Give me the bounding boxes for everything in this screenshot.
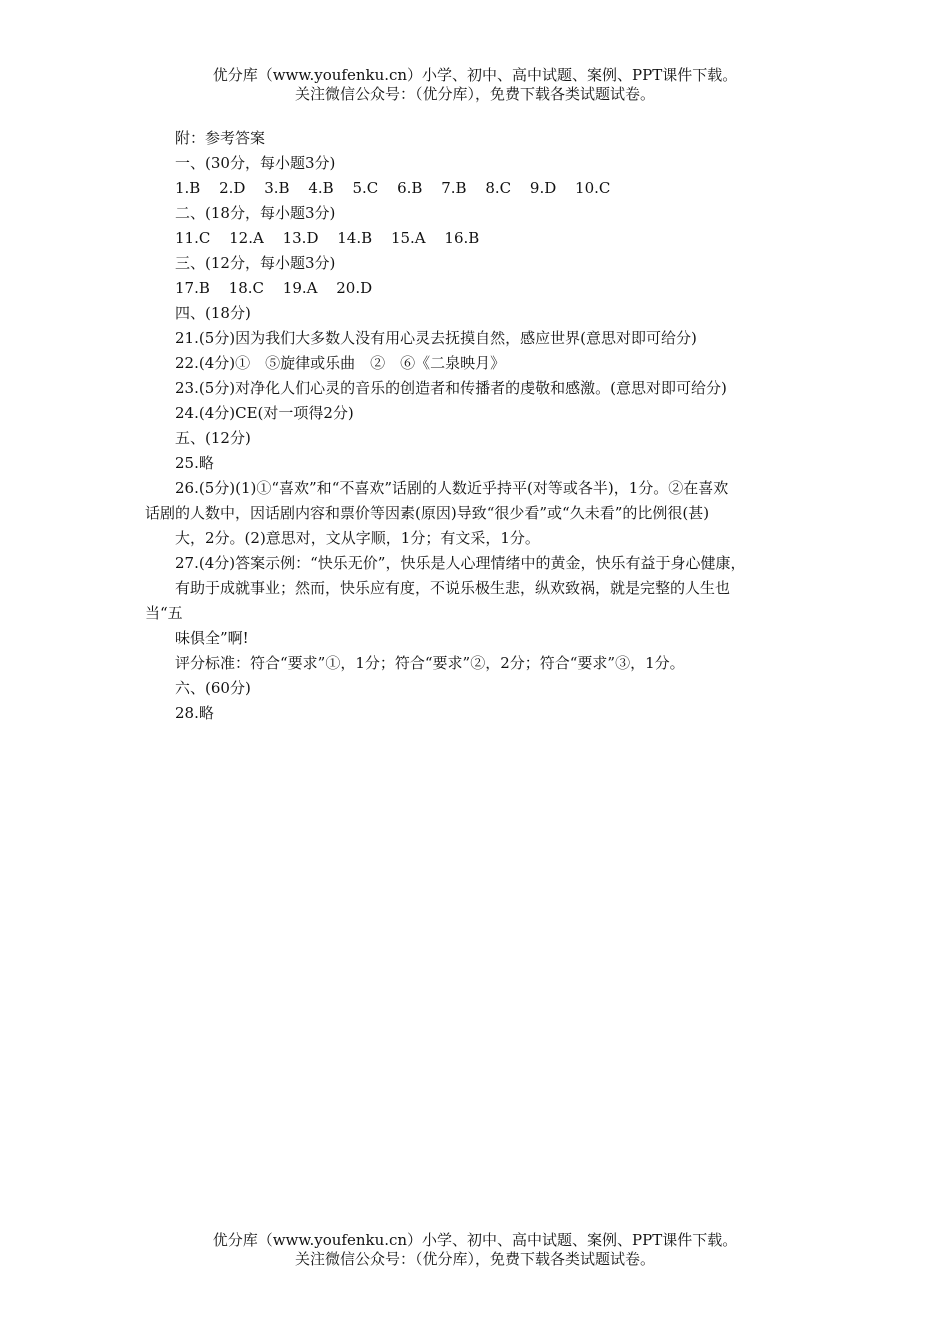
page-header: [0, 66, 950, 104]
section-2-answers: [0, 226, 950, 251]
answer-27-line-4: 味俱全”啊!: [175, 629, 249, 647]
answer-item: 9.D: [529, 179, 557, 197]
answer-item: 12.A: [229, 229, 264, 247]
answer-item: 18.C: [228, 279, 265, 297]
answer-26-line-3: 大，2分。(2)意思对，文从字顺，1分；有文采，1分。: [175, 529, 540, 547]
answer-item: 5.C: [352, 179, 379, 197]
answer-item: 13.D: [282, 229, 319, 247]
answer-26-line-1: 26.(5分)(1)①“喜欢”和“不喜欢”话剧的人数近乎持平(对等或各半)，1分。②在喜欢: [175, 479, 729, 497]
footer-line-1: 优分库（www.youfenku.cn）小学、初中、高中试题、案例、PPT课件下载。: [212, 1231, 738, 1249]
answer-26-line-2: 话剧的人数中，因话剧内容和票价等因素(原因)导致“很少看”或“久未看”的比例很(甚): [145, 504, 710, 522]
answer-item: 11.C: [175, 229, 211, 247]
answer-25: 25.略: [175, 454, 214, 472]
answer-22: 22.(4分)① ⑤旋律或乐曲 ② ⑥《二泉映月》: [175, 354, 506, 372]
answer-21: 21.(5分)因为我们大多数人没有用心灵去抚摸自然，感应世界(意思对即可给分): [175, 329, 697, 347]
answer-item: 2.D: [219, 179, 246, 197]
answer-item: 17.B: [175, 279, 210, 297]
answer-key: [0, 126, 950, 726]
footer-line-2: 关注微信公众号：（优分库），免费下载各类试题试卷。: [294, 1250, 655, 1268]
section-3-heading: 三、(12分，每小题3分): [175, 254, 336, 272]
section-6-heading: 六、(60分): [175, 679, 251, 697]
answer-27-line-3: 当“五: [145, 604, 183, 622]
section-1-heading: 一、(30分，每小题3分): [175, 154, 336, 172]
answer-item: 7.B: [441, 179, 467, 197]
page-footer: [0, 1231, 950, 1269]
answer-item: 4.B: [308, 179, 334, 197]
header-line-2: 关注微信公众号：（优分库），免费下载各类试题试卷。: [294, 85, 655, 103]
section-1-answers: [0, 176, 950, 201]
answer-23: 23.(5分)对净化人们心灵的音乐的创造者和传播者的虔敬和感激。(意思对即可给分): [175, 379, 727, 397]
answer-item: 6.B: [397, 179, 423, 197]
answer-27-line-2: 有助于成就事业；然而，快乐应有度，不说乐极生悲，纵欢致祸，就是完整的人生也: [175, 579, 731, 597]
section-5-heading: 五、(12分): [175, 429, 251, 447]
answer-item: 15.A: [390, 229, 426, 247]
answer-item: 3.B: [264, 179, 290, 197]
answer-27-line-1: 27.(4分)答案示例：“快乐无价”，快乐是人心理情绪中的黄金，快乐有益于身心健康，: [175, 554, 746, 572]
section-2-heading: 二、(18分，每小题3分): [175, 204, 336, 222]
section-3-answers: [0, 276, 950, 301]
answer-key-title: 附：参考答案: [175, 129, 266, 147]
header-line-1: 优分库（www.youfenku.cn）小学、初中、高中试题、案例、PPT课件下载。: [212, 66, 738, 84]
answer-28: 28.略: [175, 704, 214, 722]
answer-item: 8.C: [485, 179, 512, 197]
answer-item: 1.B: [175, 179, 201, 197]
answer-item: 19.A: [282, 279, 318, 297]
section-4-heading: 四、(18分): [175, 304, 251, 322]
answer-item: 14.B: [337, 229, 373, 247]
scoring-criteria: 评分标准：符合“要求”①，1分；符合“要求”②，2分；符合“要求”③，1分。: [175, 654, 685, 672]
answer-item: 16.B: [444, 229, 480, 247]
answer-24: 24.(4分)CE(对一项得2分): [175, 404, 354, 422]
answer-item: 20.D: [336, 279, 373, 297]
answer-item: 10.C: [575, 179, 611, 197]
